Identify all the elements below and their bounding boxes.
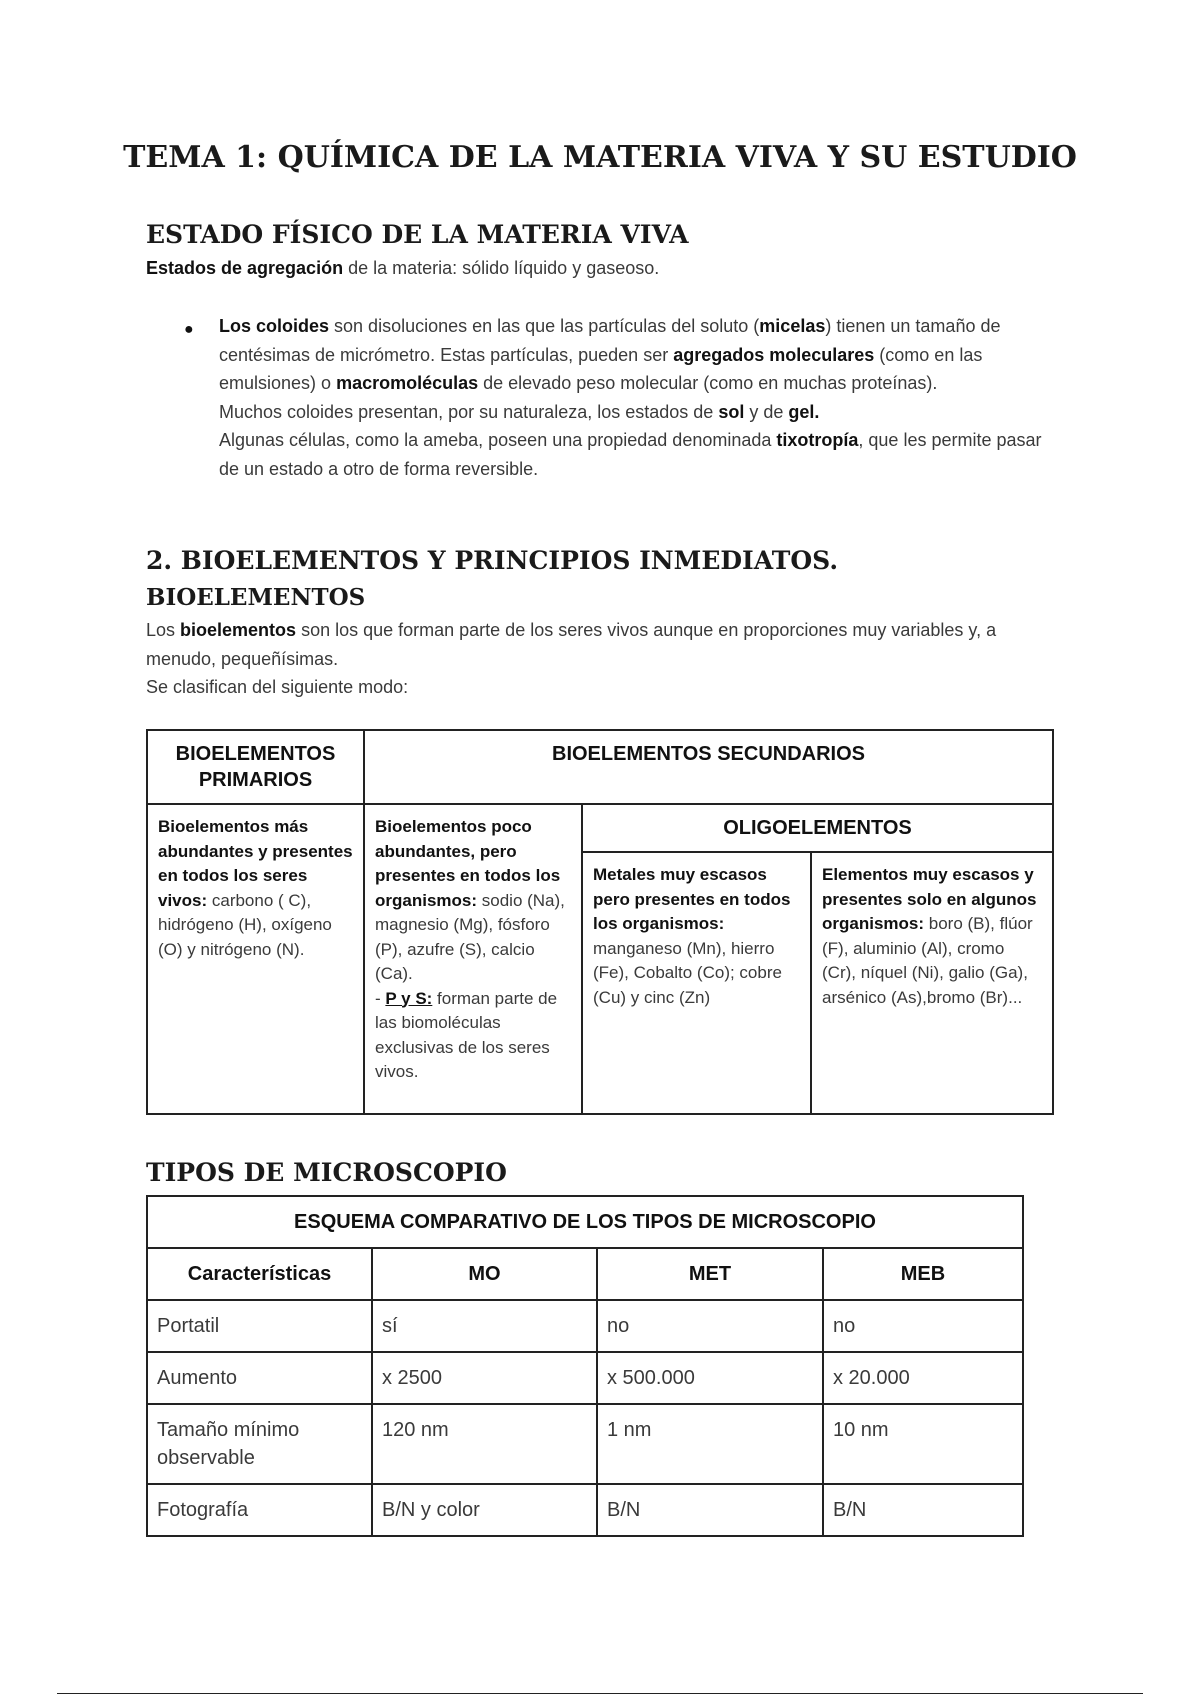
table-cell: B/N: [823, 1484, 1023, 1536]
table-cell: Portatil: [147, 1300, 372, 1352]
column-header: Características: [147, 1248, 372, 1300]
cell-primarios: Bioelementos más abundantes y presentes en todos los seres vivos: carbono ( C), hidrógeno (H), oxígeno (O) y nitrógeno (N).: [147, 804, 364, 1114]
table-cell: x 500.000: [597, 1352, 823, 1404]
header-oligoelementos: OLIGOELEMENTOS: [582, 804, 1053, 852]
section-heading-bioelementos-principios: 2. BIOELEMENTOS Y PRINCIPIOS INMEDIATOS.: [146, 546, 839, 575]
estados-agregacion-paragraph: Estados de agregación de la materia: sólido líquido y gaseoso.: [146, 258, 660, 278]
table-cell: no: [597, 1300, 823, 1352]
table-caption: ESQUEMA COMPARATIVO DE LOS TIPOS DE MICROSCOPIO: [147, 1196, 1023, 1248]
cell-secundarios: Bioelementos poco abundantes, pero presentes en todos los organismos: sodio (Na), magnesio (Mg), fósforo (P), azufre (S), calcio (Ca). - P y S: forman parte de las biomoléculas exclusivas de los seres vivos.: [364, 804, 582, 1114]
table-cell: Aumento: [147, 1352, 372, 1404]
table-row: [147, 1300, 1023, 1352]
table-cell: B/N: [597, 1484, 823, 1536]
table-cell: sí: [372, 1300, 597, 1352]
microscopio-table: [146, 1195, 1024, 1537]
table-cell: 120 nm: [372, 1404, 597, 1484]
table-cell: Fotografía: [147, 1484, 372, 1536]
table-cell: B/N y color: [372, 1484, 597, 1536]
table-cell: x 20.000: [823, 1352, 1023, 1404]
page-bottom-divider: [57, 1693, 1143, 1694]
list-item-coloides: ● Los coloides son disoluciones en las que las partículas del soluto (micelas) tienen un tamaño de centésimas de micrómetro. Estas partículas, pueden ser agregados moleculares (como en las emulsiones) o macromoléculas de elevado peso molecular (como en muchas proteínas). Muchos coloides presentan, por su naturaleza, los estados de sol y de gel. Algunas células, como la ameba, poseen una propiedad denominada tixotropía, que les permite pasar de un estado a otro de forma reversible.: [184, 316, 1042, 479]
cell-oligo-metales: Metales muy escasos pero presentes en todos los organismos: manganeso (Mn), hierro (Fe), Cobalto (Co); cobre (Cu) y cinc (Zn): [582, 852, 811, 1114]
coloides-list: [146, 312, 1066, 483]
table-cell: Tamaño mínimo observable: [147, 1404, 372, 1484]
table-row: [147, 1404, 1023, 1484]
page-title: TEMA 1: QUÍMICA DE LA MATERIA VIVA Y SU ESTUDIO: [123, 140, 1077, 175]
table-cell: x 2500: [372, 1352, 597, 1404]
header-primarios: BIOELEMENTOS PRIMARIOS: [147, 730, 364, 804]
table-cell: 10 nm: [823, 1404, 1023, 1484]
column-header: MO: [372, 1248, 597, 1300]
section-heading-microscopio: TIPOS DE MICROSCOPIO: [146, 1158, 507, 1187]
bullet-icon: ●: [184, 321, 194, 338]
section-heading-estado-fisico: ESTADO FÍSICO DE LA MATERIA VIVA: [146, 220, 689, 249]
header-secundarios: BIOELEMENTOS SECUNDARIOS: [364, 730, 1053, 804]
column-header: MEB: [823, 1248, 1023, 1300]
cell-oligo-elementos: Elementos muy escasos y presentes solo en algunos organismos: boro (B), flúor (F), aluminio (Al), cromo (Cr), níquel (Ni), galio (Ga), arsénico (As),bromo (Br)...: [811, 852, 1053, 1114]
column-header: MET: [597, 1248, 823, 1300]
table-row: [147, 1484, 1023, 1536]
table-cell: 1 nm: [597, 1404, 823, 1484]
table-cell: no: [823, 1300, 1023, 1352]
table-row: [147, 1352, 1023, 1404]
subheading-bioelementos: BIOELEMENTOS: [146, 584, 366, 611]
bioelementos-paragraph: Los bioelementos son los que forman parte de los seres vivos aunque en proporciones muy variables y, a menudo, pequeñísimas. Se clasifican del siguiente modo:: [146, 620, 997, 697]
bioelementos-table: [146, 729, 1054, 1115]
